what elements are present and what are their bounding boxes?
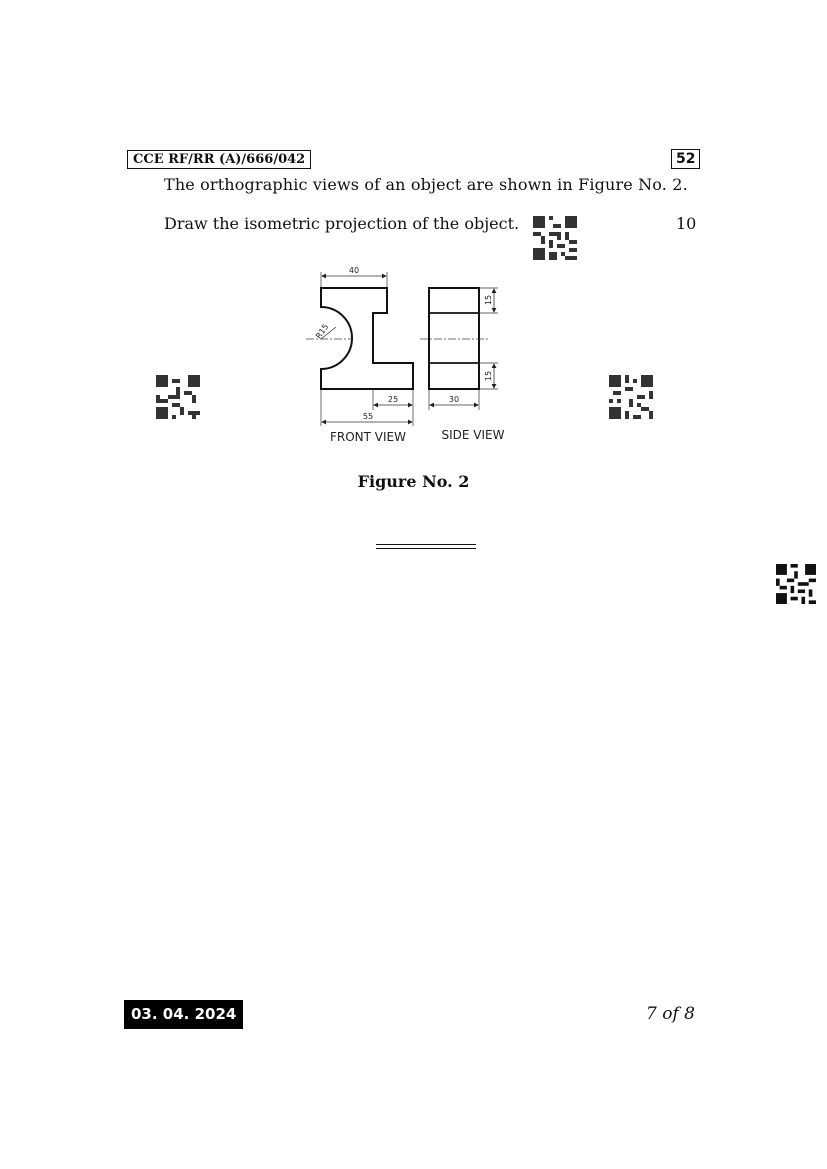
figure-caption: Figure No. 2 — [357, 472, 470, 491]
question-number: 52 — [671, 149, 700, 169]
question-marks: 10 — [676, 214, 697, 233]
dim-25: 25 — [387, 395, 399, 404]
side-view-outline — [429, 288, 479, 389]
dim-55: 55 — [362, 412, 374, 421]
paper-code: CCE RF/RR (A)/666/042 — [127, 150, 311, 169]
dim-15-top: 15 — [484, 294, 493, 306]
exam-date: 03. 04. 2024 — [124, 1000, 243, 1029]
qr-code-icon — [156, 375, 200, 419]
dim-15-bottom: 15 — [484, 370, 493, 382]
dim-40: 40 — [348, 266, 360, 275]
qr-code-icon — [533, 216, 577, 260]
question-line-1: The orthographic views of an object are shown in Figure No. 2. — [164, 175, 688, 194]
side-view-label: SIDE VIEW — [441, 428, 505, 442]
qr-code-icon — [776, 564, 816, 604]
dim-30: 30 — [448, 395, 460, 404]
orthographic-drawing — [300, 260, 520, 450]
end-of-question-rule — [376, 544, 476, 549]
question-line-2: Draw the isometric projection of the object. — [164, 214, 520, 233]
dim-r15: R15 — [314, 322, 331, 341]
front-view-outline — [321, 288, 413, 389]
page-number: 7 of 8 — [646, 1004, 695, 1024]
qr-code-icon — [609, 375, 653, 419]
front-view-label: FRONT VIEW — [329, 430, 407, 444]
